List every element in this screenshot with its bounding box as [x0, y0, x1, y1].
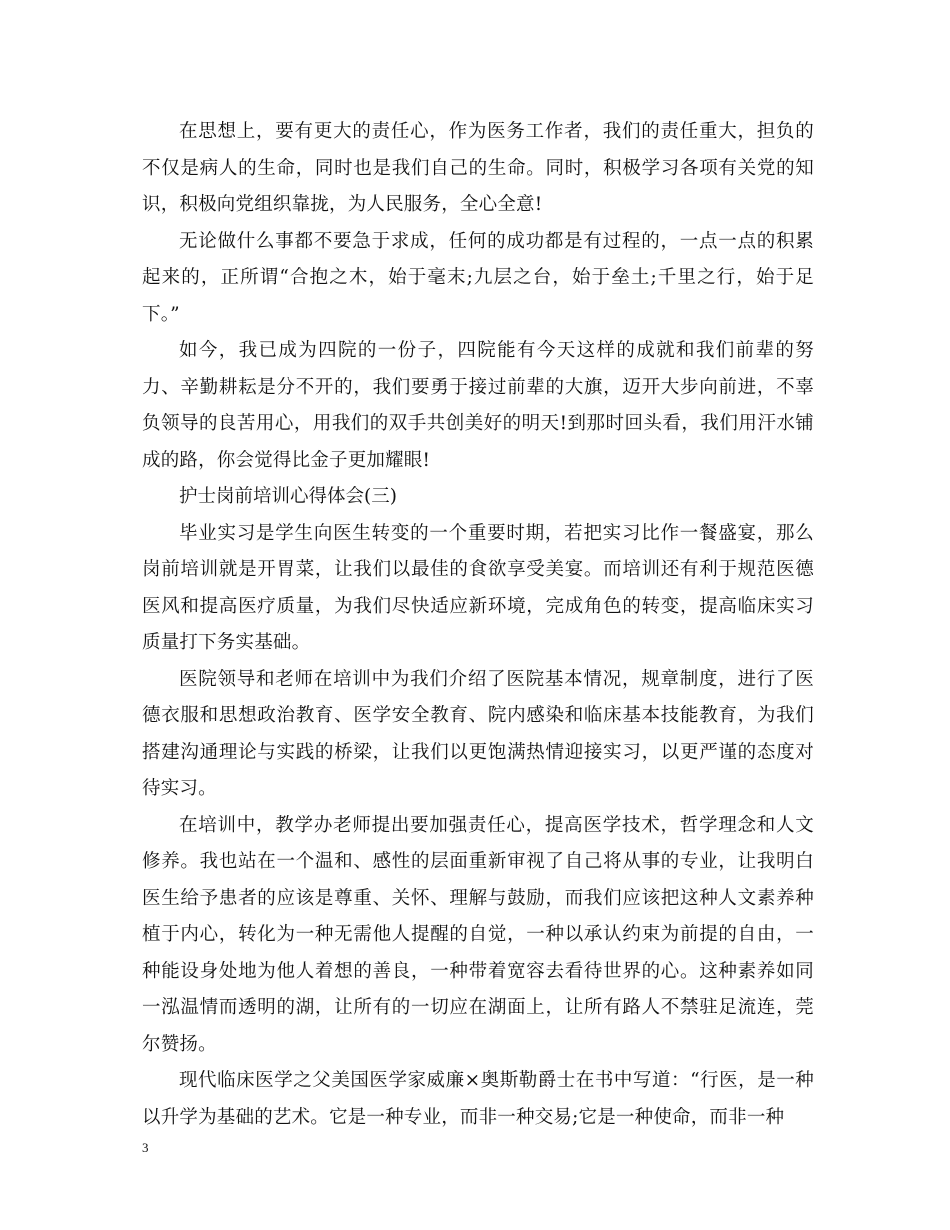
paragraph-patience: 无论做什么事都不要急于求成，任何的成功都是有过程的，一点一点的积累起来的，正所谓“合抱之木，始于毫末;九层之台，始于垒土;千里之行，始于足下。”: [142, 230, 814, 325]
paragraph-responsibility: 在思想上，要有更大的责任心，作为医务工作者，我们的责任重大，担负的不仅是病人的生命，同时也是我们自己的生命。同时，积极学习各项有关党的知识，积极向党组织靠拢，为人民服务，全心全意!: [142, 121, 814, 215]
page-number: 3: [142, 1140, 149, 1155]
paragraph-fourth-hospital: 如今，我已成为四院的一份子，四院能有今天这样的成就和我们前辈的努力、辛勤耕耘是分不开的，我们要勇于接过前辈的大旗，迈开大步向前进，不辜负领导的良苦用心，用我们的双手共创美好的明天!到那时回头看，我们用汗水铺成的路，你会觉得比金子更加耀眼!: [142, 340, 814, 471]
paragraph-osler-quote: 现代临床医学之父美国医学家威廉×奥斯勒爵士在书中写道：“行医，是一种以升学为基础的艺术。它是一种专业，而非一种交易;它是一种使命，而非一种: [142, 1070, 814, 1128]
document-body: [142, 114, 814, 1136]
paragraph-humanistic-care: 在培训中，教学办老师提出要加强责任心，提高医学技术，哲学理念和人文修养。我也站在一个温和、感性的层面重新审视了自己将从事的专业，让我明白医生给予患者的应该是尊重、关怀、理解与鼓励，而我们应该把这种人文素养种植于内心，转化为一种无需他人提醒的自觉，一种以承认约束为前提的自由，一种能设身处地为他人着想的善良，一种带着宽容去看待世界的心。这种素养如同一泓温情而透明的湖，让所有的一切应在湖面上，让所有路人不禁驻足流连，莞尔赞扬。: [142, 814, 814, 1055]
paragraph-training-content: 医院领导和老师在培训中为我们介绍了医院基本情况，规章制度，进行了医德衣服和思想政治教育、医学安全教育、院内感染和临床基本技能教育，为我们搭建沟通理论与实践的桥梁，让我们以更饱满热情迎接实习，以更严谨的态度对待实习。: [142, 668, 814, 799]
section-heading: 护士岗前培训心得体会(三): [179, 486, 397, 507]
paragraph-internship: 毕业实习是学生向医生转变的一个重要时期，若把实习比作一餐盛宴，那么岗前培训就是开胃菜，让我们以最佳的食欲享受美宴。而培训还有利于规范医德医风和提高医疗质量，为我们尽快适应新环境，完成角色的转变，提高临床实习质量打下务实基础。: [142, 522, 814, 653]
